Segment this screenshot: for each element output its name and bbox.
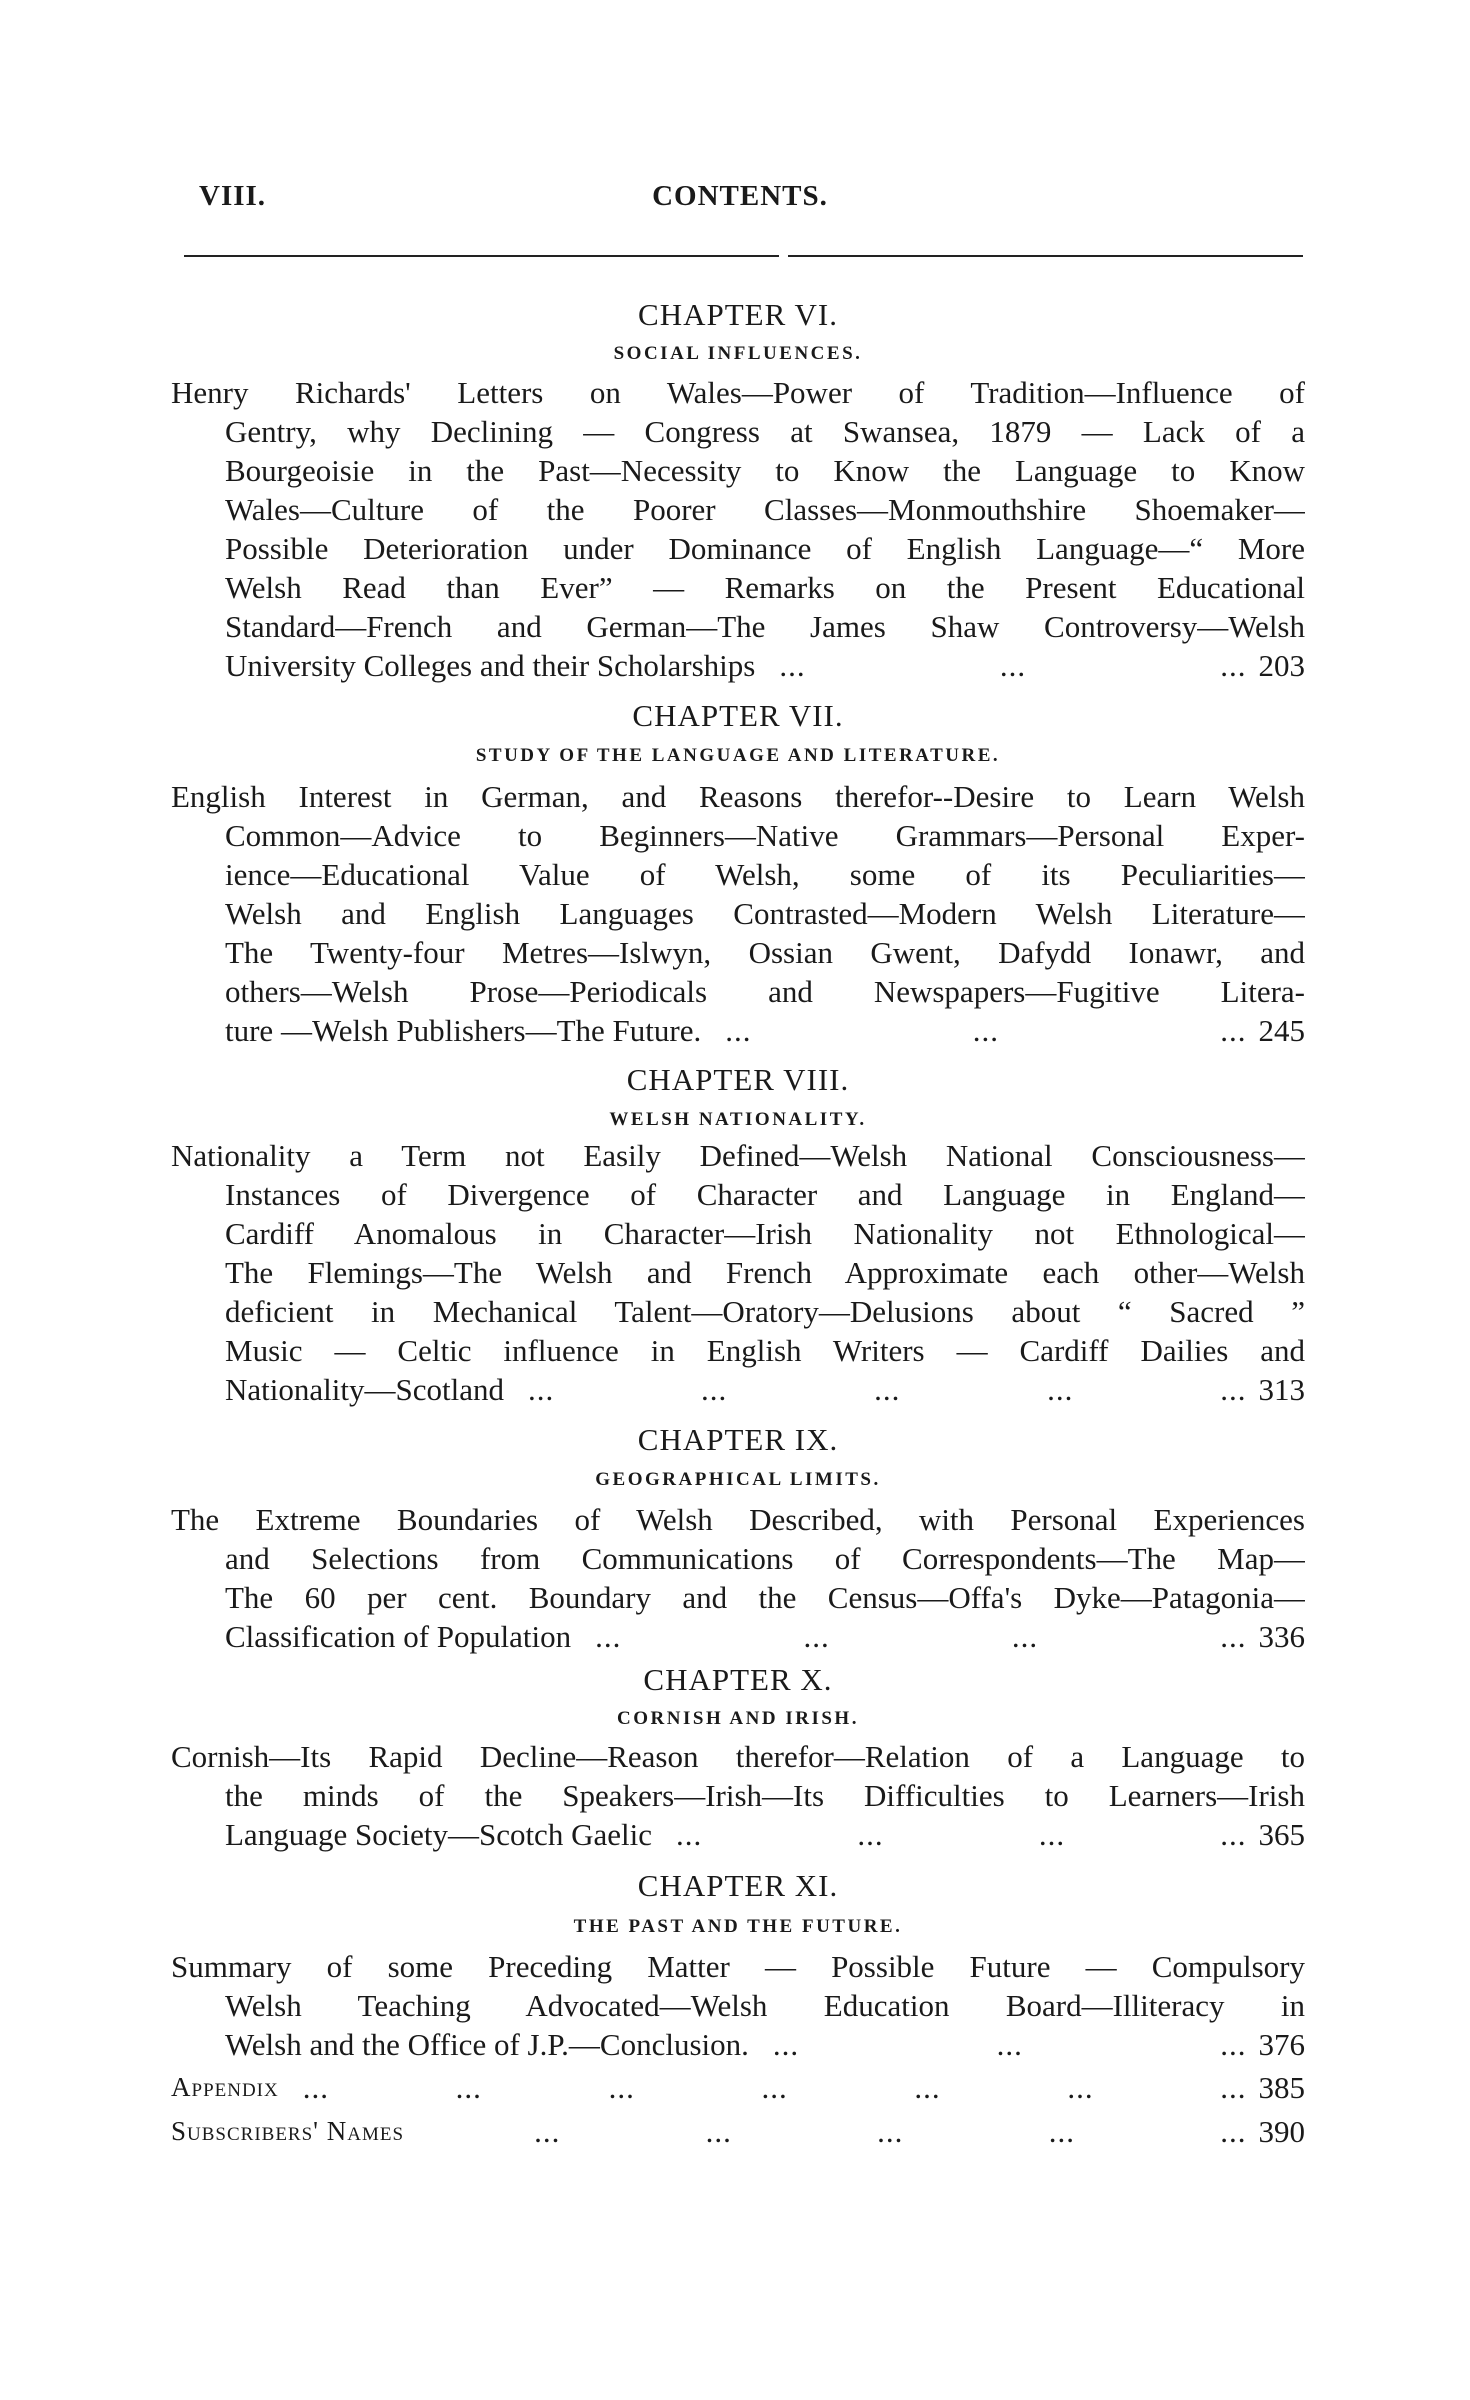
summary-line: Music — Celtic influence in English Writers — Cardiff Dailies and: [225, 1333, 1305, 1368]
dot-leader: ... ... ... ... ... ... ...: [302, 2070, 1247, 2105]
summary-line: Standard—French and German—The James Shaw Controversy—Welsh: [225, 609, 1305, 644]
chapter-heading: CHAPTER VI.: [638, 297, 838, 332]
summary-last-line: [225, 2025, 1305, 2064]
summary-last-line: [225, 1011, 1305, 1050]
summary-line: Summary of some Preceding Matter — Possible Future — Compulsory: [171, 1949, 1305, 1984]
chapter-heading: CHAPTER VII.: [632, 698, 844, 733]
dot-leader: ... ... ... ...: [675, 1817, 1247, 1852]
summary-line: The Flemings—The Welsh and French Approximate each other—Welsh: [225, 1255, 1305, 1290]
summary-line: ience—Educational Value of Welsh, some of its Peculiarities—: [225, 857, 1305, 892]
summary-line: English Interest in German, and Reasons therefor--Desire to Learn Welsh: [171, 779, 1305, 814]
dot-leader: ... ... ... ... ...: [534, 2114, 1247, 2149]
summary-line: Instances of Divergence of Character and Language in England—: [225, 1177, 1305, 1212]
summary-line: Wales—Culture of the Poorer Classes—Monmouthshire Shoemaker—: [225, 492, 1305, 527]
page-ref: 336: [1258, 1619, 1305, 1654]
dot-leader: ... ... ...: [772, 2027, 1247, 2062]
summary-line: Gentry, why Declining — Congress at Swansea, 1879 — Lack of a: [225, 414, 1305, 449]
page-ref: 245: [1258, 1013, 1305, 1048]
summary-line: Nationality a Term not Easily Defined—Welsh National Consciousness—: [171, 1138, 1305, 1173]
chapter-subtitle: GEOGRAPHICAL LIMITS.: [595, 1469, 881, 1490]
dot-leader: ... ... ... ... ...: [527, 1372, 1247, 1407]
summary-line: Henry Richards' Letters on Wales—Power of Tradition—Influence of: [171, 375, 1305, 410]
summary-line: and Selections from Communications of Correspondents—The Map—: [225, 1541, 1305, 1576]
back-matter-entry: [171, 2112, 1305, 2151]
back-matter-label: Appendix: [171, 2072, 279, 2102]
summary-line: Language Society—Scotch Gaelic: [225, 1817, 652, 1852]
summary-line: others—Welsh Prose—Periodicals and Newspapers—Fugitive Litera-: [225, 974, 1305, 1009]
chapter-heading: CHAPTER X.: [643, 1662, 833, 1697]
summary-line: The Extreme Boundaries of Welsh Described, with Personal Experiences: [171, 1502, 1305, 1537]
summary-last-line: [225, 1815, 1305, 1854]
summary-line: Welsh and English Languages Contrasted—Modern Welsh Literature—: [225, 896, 1305, 931]
chapter-heading: CHAPTER VIII.: [626, 1062, 850, 1097]
page-ref: 390: [1258, 2114, 1305, 2149]
page-number: VIII.: [199, 180, 267, 212]
summary-line: Classification of Population: [225, 1619, 572, 1654]
summary-line: deficient in Mechanical Talent—Oratory—Delusions about “ Sacred ”: [225, 1294, 1305, 1329]
page-ref: 376: [1258, 2027, 1305, 2062]
page-ref: 385: [1258, 2070, 1305, 2105]
header-rule-left: [184, 255, 779, 257]
summary-line: Possible Deterioration under Dominance of English Language—“ More: [225, 531, 1305, 566]
page-ref: 313: [1258, 1372, 1305, 1407]
summary-line: Welsh Read than Ever” — Remarks on the Present Educational: [225, 570, 1305, 605]
summary-line: Bourgeoisie in the Past—Necessity to Know the Language to Know: [225, 453, 1305, 488]
chapter-subtitle: CORNISH AND IRISH.: [617, 1708, 859, 1729]
header-rule-right: [788, 255, 1303, 257]
dot-leader: ... ... ...: [779, 648, 1247, 683]
chapter-subtitle: WELSH NATIONALITY.: [609, 1109, 867, 1130]
summary-line: Cornish—Its Rapid Decline—Reason therefor—Relation of a Language to: [171, 1739, 1305, 1774]
dot-leader: ... ... ... ...: [595, 1619, 1247, 1654]
summary-line: Welsh Teaching Advocated—Welsh Education Board—Illiteracy in: [225, 1988, 1305, 2023]
summary-line: Common—Advice to Beginners—Native Grammars—Personal Exper-: [225, 818, 1305, 853]
summary-line: University Colleges and their Scholarships: [225, 648, 756, 683]
running-head: CONTENTS.: [652, 180, 828, 212]
page-ref: 203: [1258, 648, 1305, 683]
back-matter-entry: [171, 2068, 1305, 2107]
page-ref: 365: [1258, 1817, 1305, 1852]
summary-line: Cardiff Anomalous in Character—Irish Nationality not Ethnological—: [225, 1216, 1305, 1251]
summary-line: Welsh and the Office of J.P.—Conclusion.: [225, 2027, 749, 2062]
summary-line: ture —Welsh Publishers—The Future.: [225, 1013, 702, 1048]
summary-line: The 60 per cent. Boundary and the Census—Offa's Dyke—Patagonia—: [225, 1580, 1305, 1615]
chapter-subtitle: THE PAST AND THE FUTURE.: [573, 1916, 903, 1937]
summary-last-line: [225, 1370, 1305, 1409]
summary-last-line: [225, 1617, 1305, 1656]
summary-line: The Twenty-four Metres—Islwyn, Ossian Gwent, Dafydd Ionawr, and: [225, 935, 1305, 970]
chapter-subtitle: SOCIAL INFLUENCES.: [613, 343, 863, 364]
summary-line: the minds of the Speakers—Irish—Its Difficulties to Learners—Irish: [225, 1778, 1305, 1813]
chapter-heading: CHAPTER IX.: [637, 1422, 839, 1457]
summary-line: Nationality—Scotland: [225, 1372, 504, 1407]
summary-last-line: [225, 646, 1305, 685]
chapter-heading: CHAPTER XI.: [637, 1868, 839, 1903]
chapter-subtitle: STUDY OF THE LANGUAGE AND LITERATURE.: [475, 745, 1001, 766]
back-matter-label: Subscribers' Names: [171, 2116, 405, 2146]
dot-leader: ... ... ...: [725, 1013, 1247, 1048]
